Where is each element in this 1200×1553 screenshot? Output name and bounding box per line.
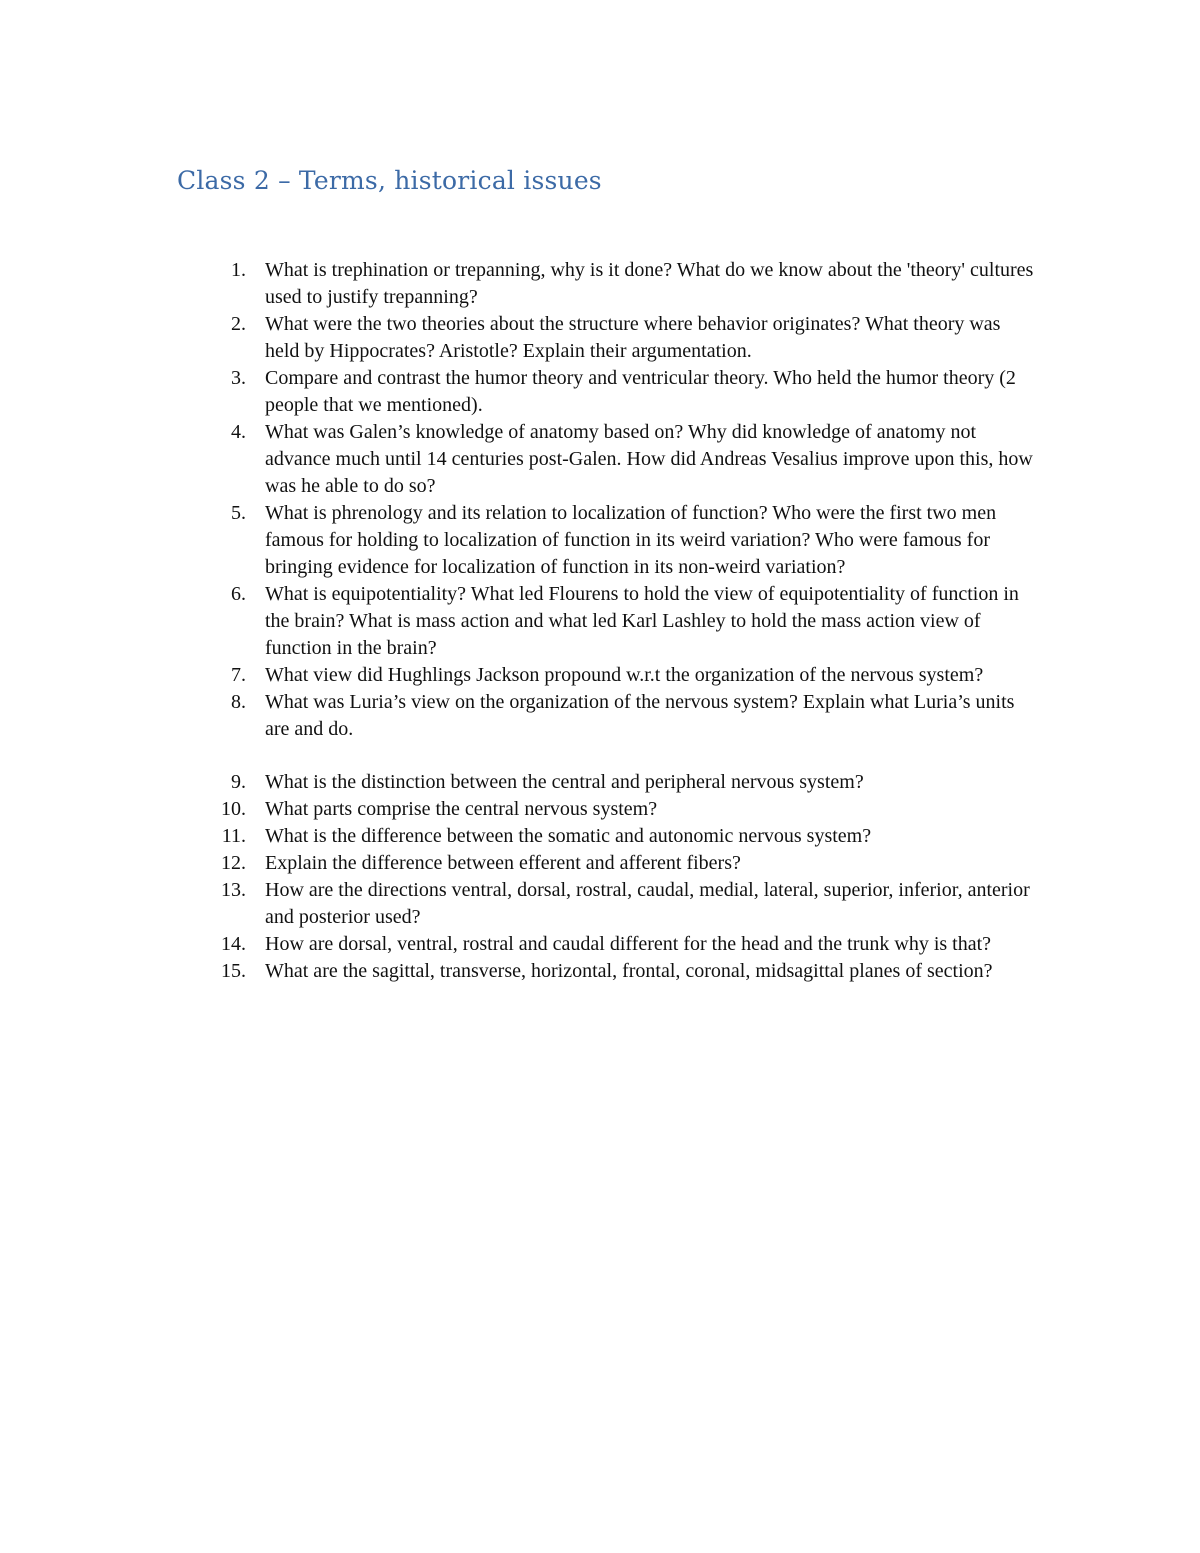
list-item: [0, 500, 1035, 581]
question-text: What are the sagittal, transverse, horizontal, frontal, coronal, midsagittal planes of section?: [265, 960, 993, 982]
question-text: What is phrenology and its relation to localization of function? Who were the first two men famous for holding to localization of function in its weird variation? Who were famous for bringing evidence for localization of function in its non-weird variation?: [265, 502, 997, 578]
question-text: What parts comprise the central nervous system?: [265, 798, 658, 820]
question-number: 11.: [221, 825, 246, 847]
page-title: Class 2 – Terms, historical issues: [177, 166, 602, 195]
question-text: What view did Hughlings Jackson propound w.r.t the organization of the nervous system?: [265, 664, 984, 686]
list-item: [0, 365, 1035, 419]
question-text: What was Luria’s view on the organization of the nervous system? Explain what Luria’s units are and do.: [265, 691, 1015, 740]
question-number: 8.: [231, 691, 246, 713]
question-number: 13.: [221, 879, 246, 901]
question-number: 15.: [221, 960, 246, 982]
list-item: [0, 311, 1035, 365]
question-text: What is the distinction between the central and peripheral nervous system?: [265, 771, 864, 793]
question-number: 14.: [221, 933, 246, 955]
list-item: [0, 850, 1035, 877]
question-text: What is the difference between the somatic and autonomic nervous system?: [265, 825, 872, 847]
list-item: [0, 581, 1035, 662]
question-number: 3.: [231, 367, 246, 389]
question-text: What were the two theories about the structure where behavior originates? What theory was held by Hippocrates? Aristotle? Explain their argumentation.: [265, 313, 1001, 362]
question-text: What is equipotentiality? What led Flourens to hold the view of equipotentiality of function in the brain? What is mass action and what led Karl Lashley to hold the mass action view of function in the brain?: [265, 583, 1019, 659]
question-text: What was Galen’s knowledge of anatomy based on? Why did knowledge of anatomy not advance much until 14 centuries post-Galen. How did Andreas Vesalius improve upon this, how was he able to do so?: [265, 421, 1033, 497]
list-item: [0, 769, 1035, 796]
list-item: [0, 689, 1035, 743]
list-item: [0, 796, 1035, 823]
question-number: 7.: [231, 664, 246, 686]
question-number: 6.: [231, 583, 246, 605]
question-number: 12.: [221, 852, 246, 874]
list-item: [0, 257, 1035, 311]
question-number: 5.: [231, 502, 246, 524]
list-item: [0, 958, 1035, 985]
list-item: [0, 823, 1035, 850]
question-number: 10.: [221, 798, 246, 820]
question-number: 2.: [231, 313, 246, 335]
question-number: 9.: [231, 771, 246, 793]
question-text: What is trephination or trepanning, why is it done? What do we know about the 'theory' cultures used to justify trepanning?: [265, 259, 1034, 308]
question-text: How are the directions ventral, dorsal, rostral, caudal, medial, lateral, superior, inferior, anterior and posterior used?: [265, 879, 1030, 928]
question-list: [0, 257, 1200, 985]
question-number: 4.: [231, 421, 246, 443]
list-item: [0, 931, 1035, 958]
question-text: Compare and contrast the humor theory and ventricular theory. Who held the humor theory (2 people that we mentioned).: [265, 367, 1016, 416]
question-text: Explain the difference between efferent and afferent fibers?: [265, 852, 741, 874]
question-number: 1.: [231, 259, 246, 281]
list-item: [0, 662, 1035, 689]
list-item: [0, 877, 1035, 931]
question-text: How are dorsal, ventral, rostral and caudal different for the head and the trunk why is that?: [265, 933, 992, 955]
list-item: [0, 419, 1035, 500]
